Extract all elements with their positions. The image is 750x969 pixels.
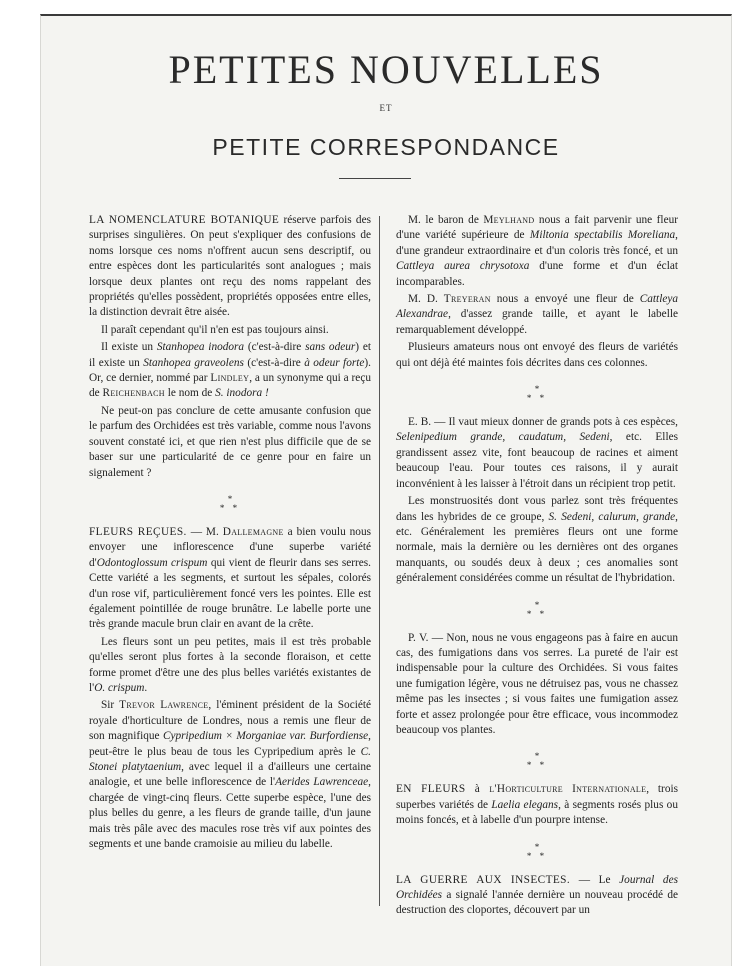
- paragraph-lawrence: Sir Trevor Lawrence, l'éminent président de la Société royale d'horticulture de Londres, nous a remis une fleur de son magnifique Cypripedium × Morganiae var. Burfordiense, peut-être le plus beau de tous les Cypripedium après le C. Stonei platytaenium, avec lequel il a d'ailleurs une certaine analogie, et une belle inflorescence de l'Aerides Lawrenceae, chargée de vingt-cinq fleurs. Cette superbe espèce, l'une des plus belles du genre, a les fleurs de grande taille, d'un jaune mais très pâle avec des macules rose très vif aux pointes des segments et une bande cramoisie au milieu du labelle.: [89, 699, 372, 851]
- asterism-separator: * * *: [526, 841, 548, 861]
- paragraph-nomenclature: LA NOMENCLATURE BOTANIQUE réserve parfois des surprises singulières. On peut s'expliquer des confusions de noms lorsque ces noms n'offrent aucun sens descriptif, ou entre espèces dont les particularités sont analogues ; mais lorsque deux plantes ont reçu des noms rappelant des propriétés qu'elles possèdent, propriétés opposées entre elles, la distinction devrait être aisée.: [89, 214, 371, 319]
- paragraph-treyeran: M. D. Treyeran nous a envoyé une fleur de Cattleya Alexandrae, d'assez grande taille, et ayant le labelle remarquablement développé.: [396, 293, 679, 336]
- document-page: [40, 14, 732, 966]
- paragraph: Les monstruosités dont vous parlez sont très fréquentes dans les hybrides de ce groupe, S. Sedeni, calurum, grande, etc. Généralement les premières fleurs ont une forme normale, mais la dernière ou les dernières ont des organes manquants, ou soudés deux à deux ; ces anomalies sont généralement considérées comme un résultat de l'hybridation.: [396, 495, 678, 585]
- paragraph: Plusieurs amateurs nous ont envoyé des fleurs de variétés qui ont déjà été maintes fois décrites dans ces colonnes.: [396, 341, 678, 369]
- paragraph-stanhopea: Il existe un Stanhopea inodora (c'est-à-dire sans odeur) et il existe un Stanhopea graveolens (c'est-à-dire à odeur forte). Or, ce dernier, nommé par Lindley, a un synonyme qui a reçu de Reichenbach le nom de S. inodora !: [89, 341, 371, 400]
- title-rule: [339, 178, 411, 179]
- paragraph-en-fleurs: EN FLEURS à l'Horticulture Internationale, trois superbes variétés de Laelia elegans, à segments rosés plus ou moins foncés, et à labelle d'un pourpre intense.: [396, 783, 679, 827]
- left-column: [89, 213, 371, 854]
- paragraph: Il paraît cependant qu'il n'en est pas toujours ainsi.: [101, 323, 329, 336]
- column-divider: [379, 216, 380, 906]
- right-column: [396, 213, 678, 921]
- section-heading: LA NOMENCLATURE BOTANIQUE: [89, 214, 280, 226]
- asterism-separator: * * *: [526, 384, 548, 404]
- paragraph-meylhand: M. le baron de Meylhand nous a fait parvenir une fleur d'une variété supérieure de Miltonia spectabilis Moreliana, d'une grandeur extraordinaire et d'un coloris très foncé, et un Cattleya aurea chrysotoxa d'une forme et d'un éclat incomparables.: [396, 214, 678, 288]
- paragraph-guerre-insectes: LA GUERRE AUX INSECTES. — Le Journal des Orchidées a signalé l'année dernière un nouveau procédé de destruction des cloportes, découvert par un: [396, 873, 678, 917]
- section-heading: FLEURS REÇUES.: [89, 525, 187, 538]
- paragraph-fleurs-recues: FLEURS REÇUES. — M. Dallemagne a bien voulu nous envoyer une inflorescence d'une superbe variété d'Odontoglossum crispum qui vient de fleurir dans ses serres. Cette variété a les segments, et surtout les sépales, colorés d'un rose vif, particulièrement foncé vers les pointes. Elle est également pointillée de rouge brunâtre. Le labelle porte une très grande macule brun clair en avant de la crête.: [89, 525, 371, 631]
- paragraph-pv: P. V. — Non, nous ne vous engageons pas à faire en aucun cas, des fumigations dans vos serres. La pureté de l'air est indispensable pour la culture des Orchidées. Si vous faites une fumigation légère, vous ne détruisez pas, vous ne chassez même pas les insectes ; si vous faites une fumigation assez forte et assez prolongée pour être efficace, vous incommodez beaucoup vos plantes.: [396, 631, 678, 736]
- page-subtitle: PETITE CORRESPONDANCE: [212, 134, 560, 160]
- asterism-separator: * * *: [526, 751, 548, 771]
- paragraph: Ne peut-on pas conclure de cette amusante confusion que le parfum des Orchidées est très variable, comme nous l'avons souvent constaté ici, et que rien n'est plus difficile que de se baser sur une particularité de ce genre pour en faire un signalement ?: [89, 404, 371, 479]
- asterism-separator: * * *: [526, 599, 548, 619]
- asterism-separator: * * *: [219, 493, 241, 513]
- paragraph: Les fleurs sont un peu petites, mais il est très probable qu'elles seront plus fortes à la seconde floraison, et cette forme promet d'être une des plus belles variétés existantes de l'O. crispum.: [89, 635, 371, 694]
- page-title: PETITES NOUVELLES: [168, 47, 604, 92]
- paragraph-eb: E. B. — Il vaut mieux donner de grands pots à ces espèces, Selenipedium grande, caudatum, Sedeni, etc. Elles grandissent assez vite, font beaucoup de racines et aiment beaucoup l'eau. Pour toutes ces raisons, il y aurait inconvénient à les laisser à l'étroit dans un récipient trop petit.: [396, 416, 678, 490]
- section-heading: LA GUERRE AUX INSECTES.: [396, 873, 571, 886]
- title-conjunction: ET: [379, 103, 393, 113]
